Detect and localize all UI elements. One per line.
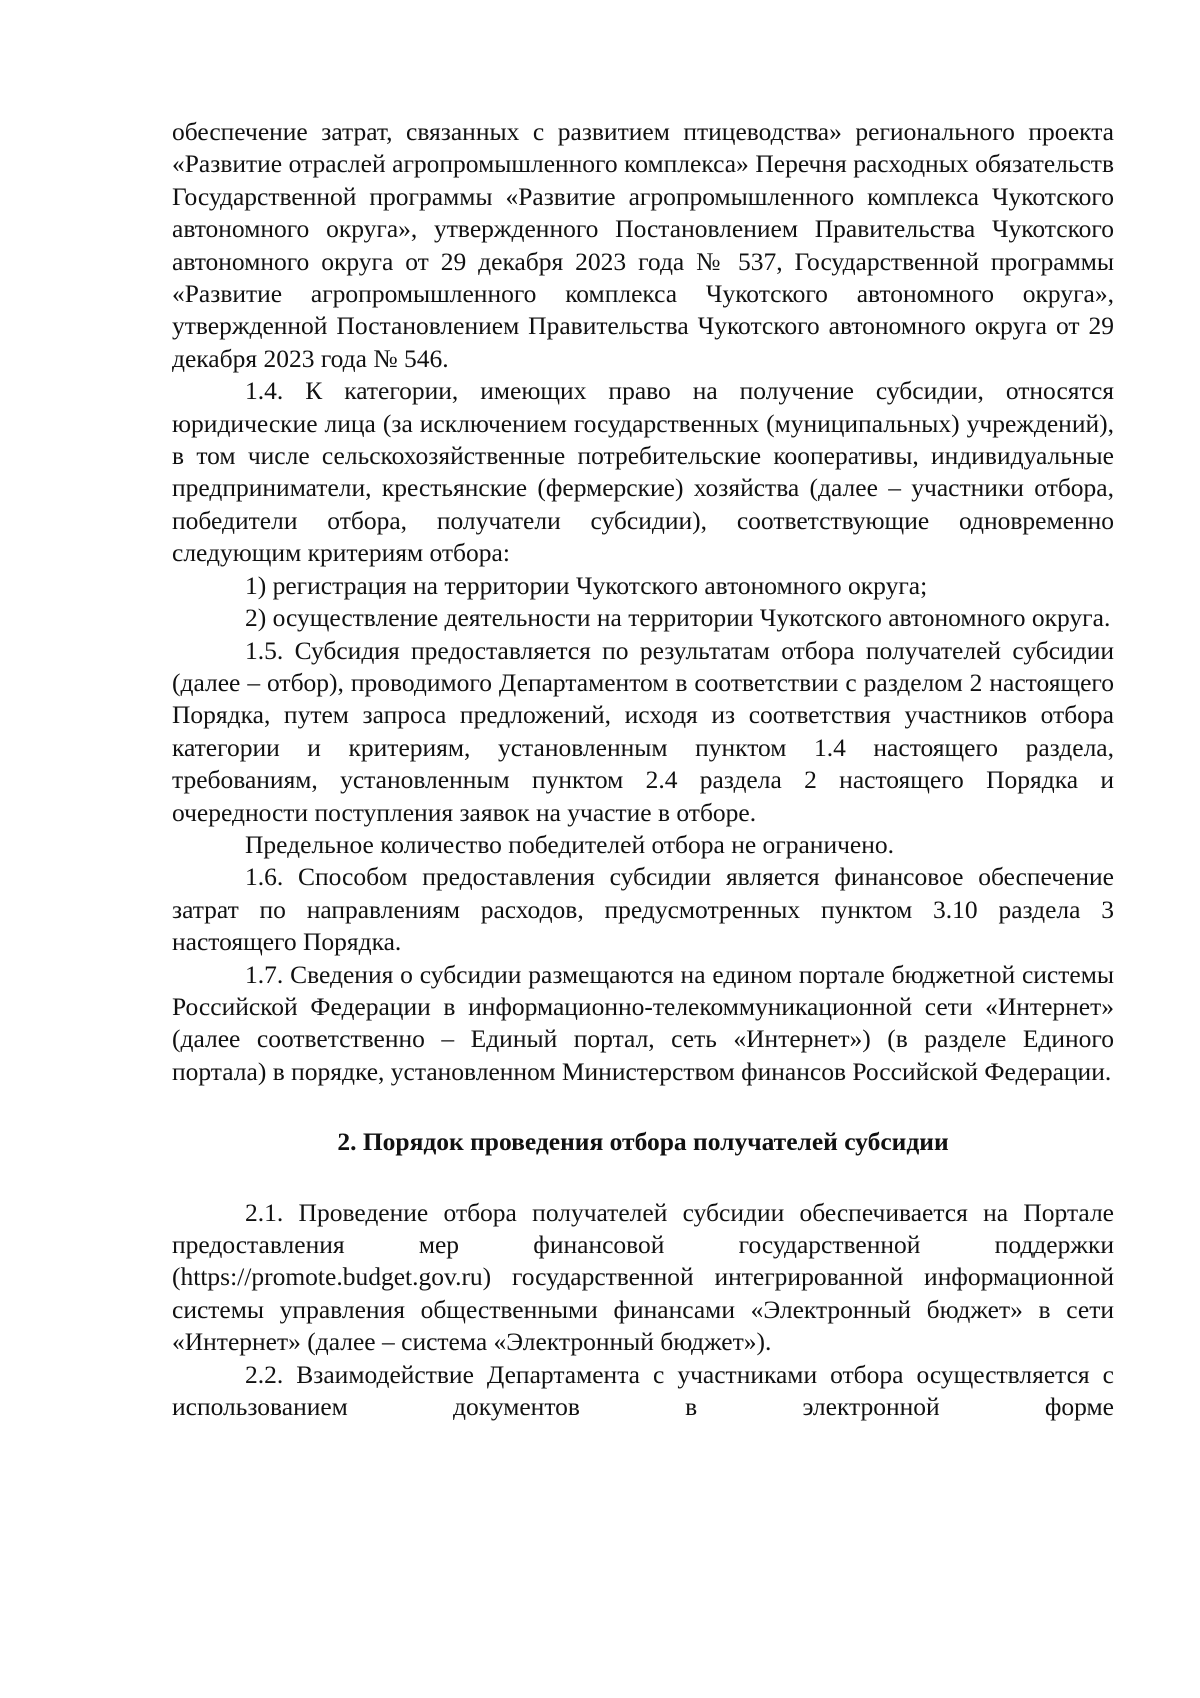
paragraph-continuation: обеспечение затрат, связанных с развитием птицеводства» регионального проекта «Развитие отраслей агропромышленного комплекса» Перечня расходных обязательств Государственной программы «Развитие агропромышленного комплекса Чукотского автономного округа», утвержденного Постановлением Правительства Чукотского автономного округа от 29 декабря 2023 года № 537, Государственной программы «Развитие агропромышленного комплекса Чукотского автономного округа», утвержденной Постановлением Правительства Чукотского автономного округа от 29 декабря 2023 года № 546.	[172, 117, 1114, 373]
paragraph-1-4-criterion-1: 1) регистрация на территории Чукотского автономного округа;	[245, 570, 928, 600]
paragraph-1-5-limit: Предельное количество победителей отбора не ограничено.	[245, 829, 895, 859]
paragraph-1-6: 1.6. Способом предоставления субсидии является финансовое обеспечение затрат по направлениям расходов, предусмотренных пунктом 3.10 раздела 3 настоящего Порядка.	[172, 862, 1114, 957]
paragraph-1-7: 1.7. Сведения о субсидии размещаются на едином портале бюджетной системы Российской Федерации в информационно-телекоммуникационной сети «Интернет» (далее соответственно – Единый портал, сеть «Интернет») (в разделе Единого портала) в порядке, установленном Министерством финансов Российской Федерации.	[172, 959, 1114, 1086]
paragraph-2-2: 2.2. Взаимодействие Департамента с участниками отбора осуществляется с использованием документов в электронной форме	[172, 1359, 1114, 1422]
paragraph-1-4-criterion-2: 2) осуществление деятельности на территории Чукотского автономного округа.	[245, 603, 1111, 633]
paragraph-1-5: 1.5. Субсидия предоставляется по результатам отбора получателей субсидии (далее – отбор), проводимого Департаментом в соответствии с разделом 2 настоящего Порядка, путем запроса предложений, исходя из соответствия участников отбора категории и критериям, установленным пунктом 1.4 настоящего раздела, требованиям, установленным пунктом 2.4 раздела 2 настоящего Порядка и очередности поступления заявок на участие в отборе.	[172, 635, 1114, 827]
document-page	[172, 116, 1114, 1423]
paragraph-2-1: 2.1. Проведение отбора получателей субсидии обеспечивается на Портале предоставления мер финансовой государственной поддержки (https://promote.budget.gov.ru) государственной интегрированной информационной системы управления общественными финансами «Электронный бюджет» в сети «Интернет» (далее – система «Электронный бюджет»).	[172, 1197, 1114, 1357]
section-heading: 2. Порядок проведения отбора получателей субсидии	[337, 1127, 949, 1157]
paragraph-1-4: 1.4. К категории, имеющих право на получение субсидии, относятся юридические лица (за исключением государственных (муниципальных) учреждений), в том числе сельскохозяйственные потребительские кооперативы, индивидуальные предприниматели, крестьянские (фермерские) хозяйства (далее – участники отбора, победители отбора, получатели субсидии), соответствующие одновременно следующим критериям отбора:	[172, 376, 1114, 568]
